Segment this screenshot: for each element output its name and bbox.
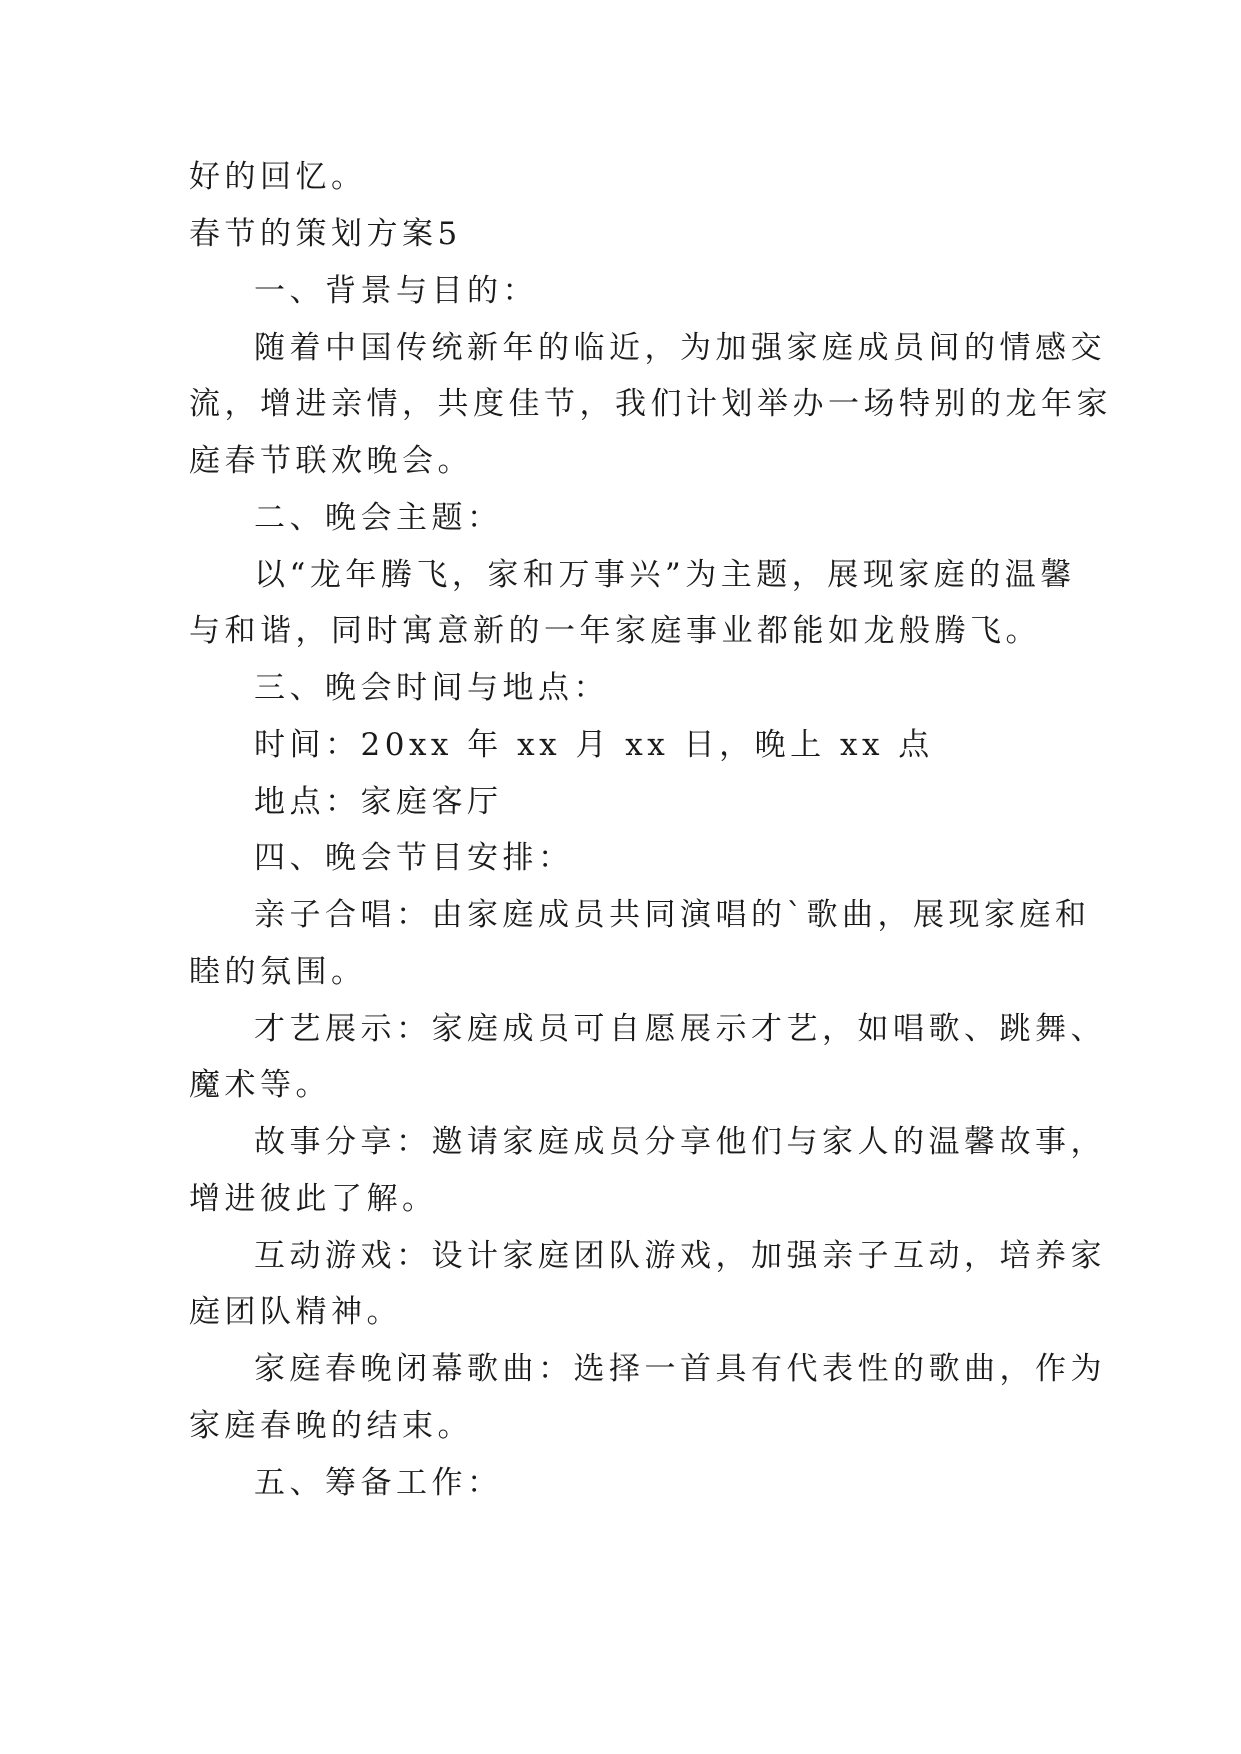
paragraph-line: 魔术等。 <box>189 1067 331 1103</box>
paragraph-line: 随着中国传统新年的临近，为加强家庭成员间的情感交 <box>254 330 1106 366</box>
paragraph-line: 好的回忆。 <box>189 159 367 195</box>
section-title: 春节的策划方案5 <box>189 216 462 252</box>
paragraph-line: 庭团队精神。 <box>189 1294 402 1330</box>
paragraph-line: 增进彼此了解。 <box>189 1181 438 1217</box>
paragraph-line: 互动游戏：设计家庭团队游戏，加强亲子互动，培养家 <box>254 1238 1106 1274</box>
heading-program: 四、晚会节目安排： <box>254 840 574 876</box>
place-line: 地点：家庭客厅 <box>254 784 503 820</box>
time-line: 时间：20xx 年 xx 月 xx 日，晚上 xx 点 <box>254 727 934 763</box>
paragraph-line: 故事分享：邀请家庭成员分享他们与家人的温馨故事， <box>254 1124 1106 1160</box>
heading-background: 一、背景与目的： <box>254 273 538 309</box>
heading-preparation: 五、筹备工作： <box>254 1465 503 1501</box>
paragraph-line: 流，增进亲情，共度佳节，我们计划举办一场特别的龙年家 <box>189 386 1112 422</box>
paragraph-line: 睦的氛围。 <box>189 954 367 990</box>
heading-time-place: 三、晚会时间与地点： <box>254 670 609 706</box>
paragraph-line: 以“龙年腾飞，家和万事兴”为主题，展现家庭的温馨 <box>254 557 1076 593</box>
paragraph-line: 与和谐，同时寓意新的一年家庭事业都能如龙般腾飞。 <box>189 613 1041 649</box>
paragraph-line: 庭春节联欢晚会。 <box>189 443 473 479</box>
paragraph-line: 家庭春晚的结束。 <box>189 1408 473 1444</box>
paragraph-line: 家庭春晚闭幕歌曲：选择一首具有代表性的歌曲，作为 <box>254 1351 1106 1387</box>
paragraph-line: 亲子合唱：由家庭成员共同演唱的`歌曲，展现家庭和 <box>254 897 1091 933</box>
paragraph-line: 才艺展示：家庭成员可自愿展示才艺，如唱歌、跳舞、 <box>254 1011 1106 1047</box>
heading-theme: 二、晚会主题： <box>254 500 503 536</box>
